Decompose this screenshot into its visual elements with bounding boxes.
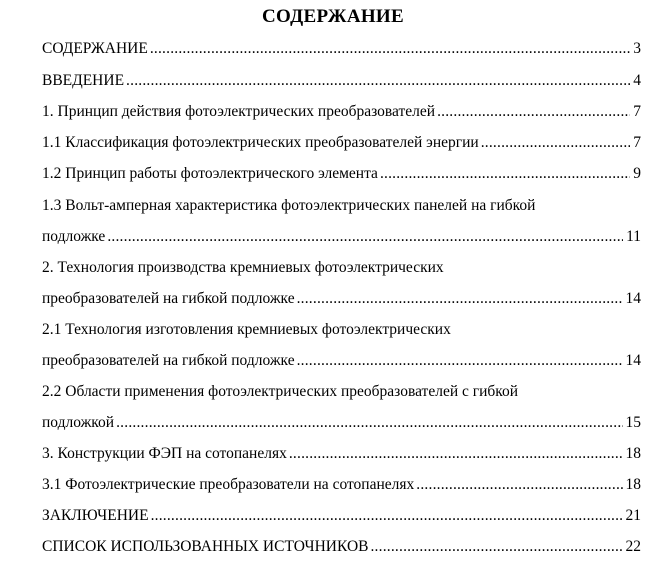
toc-entry-text: СПИСОК ИСПОЛЬЗОВАННЫХ ИСТОЧНИКОВ xyxy=(42,538,369,555)
dot-leader xyxy=(151,504,623,528)
dot-leader xyxy=(116,411,622,435)
toc-entry-text-line1: 2. Технология производства кремниевых фотоэлектрических xyxy=(42,259,444,276)
toc-entry-page: 11 xyxy=(626,228,641,245)
toc-entry xyxy=(42,287,641,311)
toc-entry-text: преобразователей на гибкой подложке xyxy=(42,290,295,307)
toc-entry-text: подложке xyxy=(42,228,106,245)
toc-entry xyxy=(42,131,641,155)
toc-entry-text: ВВЕДЕНИЕ xyxy=(42,72,125,89)
toc-entry xyxy=(42,100,641,124)
toc-entry-text: 1.1 Классификация фотоэлектрических преобразователей энергии xyxy=(42,134,479,151)
toc-entry-page: 9 xyxy=(633,165,641,182)
toc-entry-page: 14 xyxy=(625,352,641,369)
toc-entry xyxy=(42,37,641,61)
dot-leader xyxy=(126,69,630,93)
dot-leader xyxy=(481,131,631,155)
toc-entry-text: подложкой xyxy=(42,414,115,431)
toc-entry-text: 3. Конструкции ФЭП на сотопанелях xyxy=(42,445,287,462)
toc-entry-text: 1.2 Принцип работы фотоэлектрического элемента xyxy=(42,165,378,182)
toc-entry-page: 21 xyxy=(625,507,641,524)
toc-entry-page: 18 xyxy=(625,476,641,493)
dot-leader xyxy=(297,287,623,311)
toc-entry-text-line1: 2.1 Технология изготовления кремниевых фотоэлектрических xyxy=(42,321,451,338)
dot-leader xyxy=(150,37,630,61)
toc-entry-page: 14 xyxy=(625,290,641,307)
toc-entry xyxy=(42,162,641,186)
toc-entry-text-line1: 2.2 Области применения фотоэлектрических преобразователей с гибкой xyxy=(42,383,519,400)
toc-entry xyxy=(42,349,641,373)
toc-entry-page: 15 xyxy=(625,414,641,431)
toc-entry-text: 3.1 Фотоэлектрические преобразователи на сотопанелях xyxy=(42,476,415,493)
toc-entry xyxy=(42,442,641,466)
dot-leader xyxy=(370,535,622,559)
toc-entry-page: 4 xyxy=(633,72,641,89)
toc-entry-page: 22 xyxy=(625,538,641,555)
dot-leader xyxy=(380,162,630,186)
toc-entry xyxy=(42,225,641,249)
toc-entry-text: преобразователей на гибкой подложке xyxy=(42,352,295,369)
toc-entry-text: СОДЕРЖАНИЕ xyxy=(42,40,148,57)
dot-leader xyxy=(437,100,630,124)
dot-leader xyxy=(289,442,623,466)
toc-entry xyxy=(42,535,641,559)
toc-entry-text: ЗАКЛЮЧЕНИЕ xyxy=(42,507,149,524)
page-title: СОДЕРЖАНИЕ xyxy=(262,6,404,27)
toc-entry-text-line1: 1.3 Вольт-амперная характеристика фотоэлектрических панелей на гибкой xyxy=(42,197,536,214)
toc-entry xyxy=(42,473,641,497)
toc-entry-page: 18 xyxy=(625,445,641,462)
dot-leader xyxy=(416,473,622,497)
toc-entry xyxy=(42,411,641,435)
dot-leader xyxy=(107,225,623,249)
toc-entry-text: 1. Принцип действия фотоэлектрических преобразователей xyxy=(42,103,436,120)
toc-entry xyxy=(42,504,641,528)
dot-leader xyxy=(297,349,623,373)
toc-entry-page: 7 xyxy=(633,103,641,120)
toc-entry-page: 7 xyxy=(633,134,641,151)
toc-entry xyxy=(42,69,641,93)
toc-entry-page: 3 xyxy=(633,40,641,57)
